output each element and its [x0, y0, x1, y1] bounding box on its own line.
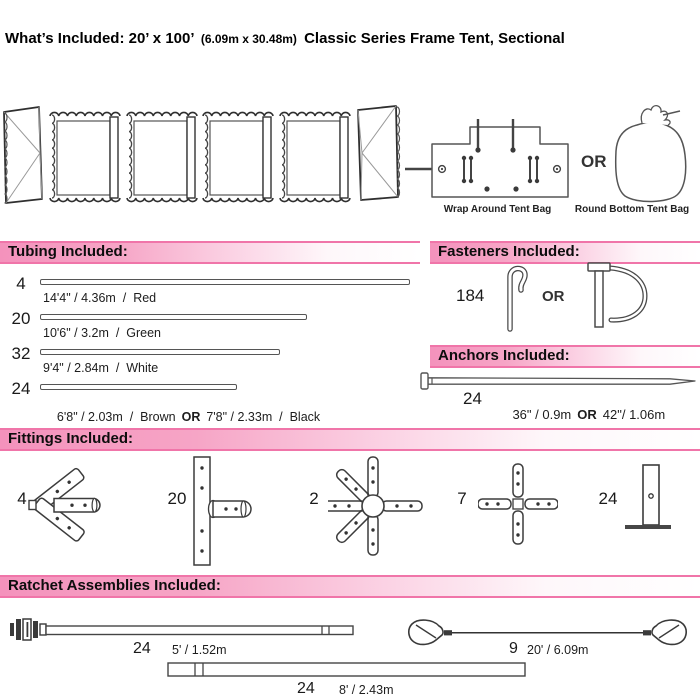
tubing-qty: 20 [11, 309, 31, 328]
hook-pin-icon [498, 262, 533, 332]
strap-qty: 24 [297, 680, 315, 697]
tubing-qty: 4 [16, 274, 26, 293]
strap-icon [163, 660, 528, 680]
fasteners-qty: 184 [456, 286, 485, 305]
corner-fitting-icon [28, 458, 113, 554]
tube-label: 9'4" / 2.84m / White [43, 361, 159, 375]
round-bottom-bag-icon [616, 106, 686, 202]
tube-bar-white [40, 349, 280, 355]
anchor-stake-icon [420, 372, 698, 390]
ratchets-header: Ratchet Assemblies Included: [0, 575, 700, 598]
tube-label: 10'6" / 3.2m / Green [43, 326, 161, 340]
title-metric: (6.09m x 30.48m) [200, 32, 297, 46]
fitting-qty: 7 [457, 489, 467, 508]
wrap-bag-label: Wrap Around Tent Bag [443, 204, 552, 215]
base-plate-icon [620, 462, 676, 536]
tube-label: 14'4" / 4.36m / Red [43, 291, 157, 305]
d-pin-icon [584, 258, 648, 334]
tubing-qty: 24 [11, 379, 31, 398]
title-main: What’s Included: 20’ x 100’ [5, 30, 194, 47]
fittings-header: Fittings Included: [0, 428, 700, 451]
tube-bar-green [40, 314, 307, 320]
fitting-qty: 24 [598, 489, 618, 508]
fasteners-or-label: OR [542, 288, 565, 305]
tubing-qty: 32 [11, 344, 31, 363]
fasteners-header: Fasteners Included: [430, 241, 700, 264]
anchors-header: Anchors Included: [430, 345, 700, 368]
bag-or-label: OR [581, 152, 607, 171]
tube-bar-brown [40, 384, 237, 390]
fitting-qty: 4 [17, 489, 27, 508]
anchors-label: 36" / 0.9m OR 42"/ 1.06m [512, 407, 666, 422]
fitting-qty: 2 [309, 489, 319, 508]
cross-fitting-icon [478, 463, 558, 545]
tube-label: 6'8" / 2.03m / Brown OR 7'8" / 2.33m / Black [56, 410, 321, 424]
ratchet-qty: 24 [133, 640, 151, 657]
tubing-header: Tubing Included: [0, 241, 420, 264]
ratchet-strap-icon [10, 613, 358, 643]
round-bag-label: Round Bottom Tent Bag [574, 204, 690, 215]
six-way-fitting-icon [328, 455, 423, 557]
page-title [5, 30, 565, 47]
cable-label: 20' / 6.09m [527, 643, 589, 657]
title-suffix: Classic Series Frame Tent, Sectional [304, 30, 565, 47]
strap-label: 8' / 2.43m [339, 683, 394, 697]
cable-qty: 9 [509, 640, 518, 657]
anchors-qty: 24 [463, 389, 482, 408]
tube-bar-red [40, 279, 410, 285]
tee-fitting-icon [188, 455, 258, 567]
wrap-around-bag-icon [405, 119, 568, 197]
fitting-qty: 20 [167, 489, 187, 508]
ratchet-label: 5' / 1.52m [172, 643, 227, 657]
